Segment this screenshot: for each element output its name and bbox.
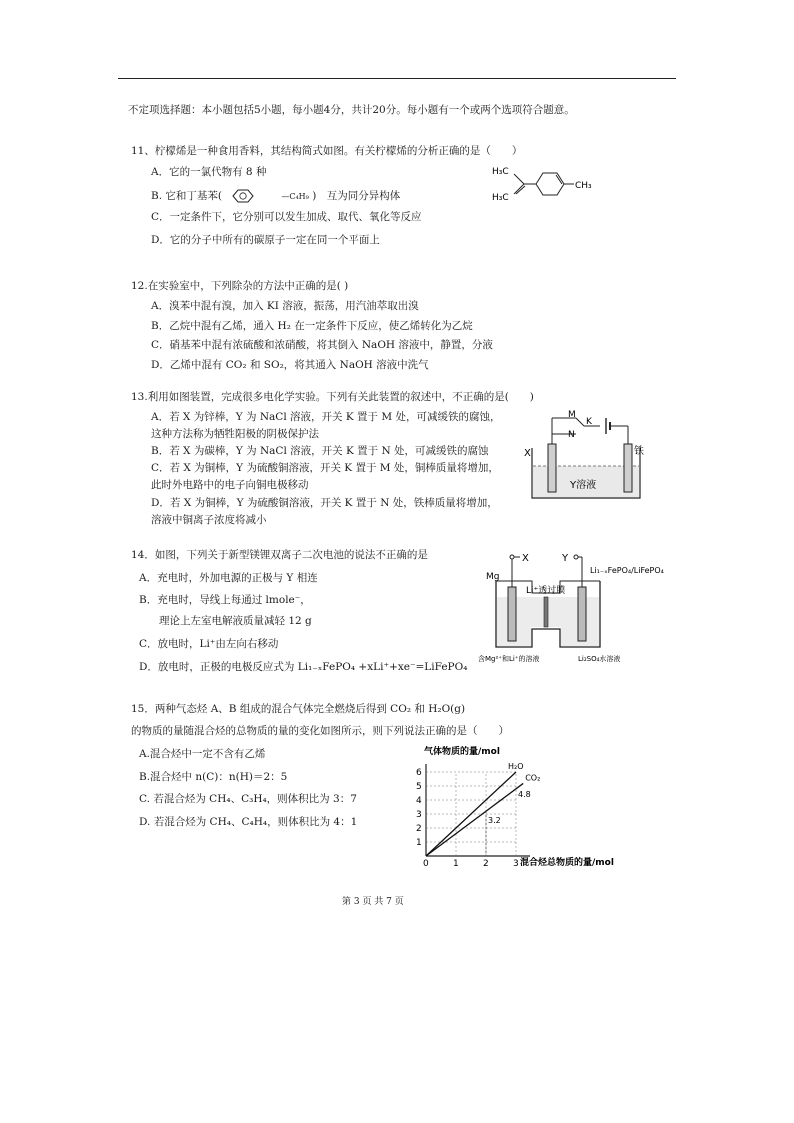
q15-option-d: D. 若混合烃为 CH₄、C₄H₄，则体积比为 4：1 bbox=[139, 816, 358, 828]
q11-option-d: D．它的分子中所有的碳原子一定在同一个平面上 bbox=[151, 234, 380, 246]
right-solution-label: Li₂SO₄水溶液 bbox=[578, 655, 621, 663]
terminal-y-label: Y bbox=[562, 553, 569, 564]
q11-option-b: B. 它和丁基苯( —C₄H₉ ) 互为同分异构体 bbox=[151, 190, 401, 202]
x-tick-label: 1 bbox=[453, 859, 459, 869]
q12-stem: 12.在实验室中，下列除杂的方法中正确的是( ) bbox=[131, 280, 349, 292]
switch-n-label: N bbox=[568, 430, 575, 440]
gas-amount-chart bbox=[410, 744, 650, 870]
electrode-x-label: X bbox=[524, 448, 531, 459]
q15-option-c: C. 若混合烃为 CH₄、C₃H₄，则体积比为 3：7 bbox=[139, 793, 357, 805]
chart-xlabel: 混合烃总物质的量/mol bbox=[520, 858, 614, 868]
q15-option-b: B.混合烃中 n(C)：n(H)＝2：5 bbox=[139, 771, 288, 783]
q11-option-a: A．它的一氯代物有 8 种 bbox=[151, 166, 267, 178]
page-footer: 第 3 页 共 7 页 bbox=[342, 897, 404, 907]
q11-option-c: C．一定条件下，它分别可以发生加成、取代、氧化等反应 bbox=[151, 211, 422, 223]
cathode-label: Li₁₋ₓFePO₄/LiFePO₄ bbox=[590, 566, 664, 575]
q15-stem-cont: 的物质的量随混合烃的总物质的量的变化如图所示，则下列说法正确的是（ ） bbox=[131, 725, 509, 737]
q13-option-d: D．若 X 为铜棒，Y 为硫酸铜溶液，开关 K 置于 N 处，铁棒质量将增加， bbox=[151, 497, 498, 509]
q12-option-d: D．乙烯中混有 CO₂ 和 SO₂，将其通入 NaOH 溶液中洗气 bbox=[151, 359, 429, 371]
q13-option-a-cont: 这种方法称为牺牲阳极的阴极保护法 bbox=[151, 428, 319, 440]
annotation-label: 3.2 bbox=[488, 816, 501, 826]
series-line bbox=[426, 783, 523, 856]
section-heading: 不定项选择题：本小题包括5小题，每小题4分，共计20分。每小题有一个或两个选项符合题意。 bbox=[128, 104, 575, 116]
header-rule bbox=[118, 78, 676, 79]
iron-electrode-label: 铁 bbox=[634, 446, 644, 457]
q14-option-b: B．充电时，导线上每通过 lmole⁻， bbox=[139, 594, 311, 606]
butylbenzene-icon bbox=[225, 188, 281, 204]
limonene-structure bbox=[490, 160, 600, 210]
y-tick-label: 1 bbox=[416, 838, 422, 848]
solution-y-label: Y溶液 bbox=[570, 480, 597, 491]
switch-k-label: K bbox=[586, 417, 592, 427]
chart-ylabel: 气体物质的量/mol bbox=[424, 747, 500, 757]
terminal-x-label: X bbox=[522, 553, 529, 564]
y-tick-label: 5 bbox=[416, 782, 422, 792]
q11-stem: 11、柠檬烯是一种食用香料，其结构简式如图。有关柠檬烯的分析正确的是（ ） bbox=[131, 145, 523, 157]
q14-option-a: A．充电时，外加电源的正极与 Y 相连 bbox=[139, 572, 318, 584]
x-tick-label: 2 bbox=[483, 859, 489, 869]
h3c-bottom-label: H₃C bbox=[492, 193, 509, 203]
q14-option-c: C．放电时，Li⁺由左向右移动 bbox=[139, 638, 279, 650]
q15-stem: 15．两种气态烃 A、B 组成的混合气体完全燃烧后得到 CO₂ 和 H₂O(g) bbox=[131, 703, 466, 715]
y-tick-label: 4 bbox=[416, 796, 422, 806]
q13-stem: 13.利用如图装置，完成很多电化学实验。下列有关此装置的叙述中，不正确的是( ) bbox=[131, 391, 534, 403]
q13-option-c: C．若 X 为铜棒，Y 为硫酸铜溶液，开关 K 置于 M 处，铜棒质量将增加， bbox=[151, 462, 499, 474]
q13-option-a: A．若 X 为锌棒，Y 为 NaCl 溶液，开关 K 置于 M 处，可减缓铁的腐蚀， bbox=[151, 411, 501, 423]
electrochemical-cell-diagram bbox=[522, 404, 652, 502]
ch3-label: CH₃ bbox=[575, 181, 592, 191]
q12-option-c: C．硝基苯中混有浓硫酸和浓硝酸，将其倒入 NaOH 溶液中，静置，分液 bbox=[151, 339, 493, 351]
q13-option-c-cont: 此时外电路中的电子向铜电极移动 bbox=[151, 479, 309, 491]
q14-stem: 14．如图，下列关于新型镁锂双离子二次电池的说法不正确的是 bbox=[131, 549, 428, 561]
mg-electrode-label: Mg bbox=[486, 572, 500, 582]
annotation-label: 4.8 bbox=[518, 789, 531, 799]
series-label: CO₂ bbox=[525, 773, 541, 783]
q13-option-d-cont: 溶液中铜离子浓度将减小 bbox=[151, 514, 267, 526]
x-tick-label: 0 bbox=[423, 859, 429, 869]
left-solution-label: 含Mg²⁺和Li⁺的溶液 bbox=[478, 655, 540, 663]
q12-option-a: A．溴苯中混有溴，加入 KI 溶液，振荡，用汽油萃取出溴 bbox=[151, 300, 419, 312]
membrane-label: Li⁺透过膜 bbox=[526, 586, 566, 596]
h3c-top-label: H₃C bbox=[492, 167, 509, 177]
q12-option-b: B．乙烷中混有乙烯，通入 H₂ 在一定条件下反应，使乙烯转化为乙烷 bbox=[151, 320, 473, 332]
x-tick-label: 3 bbox=[513, 859, 519, 869]
mg-li-battery-diagram bbox=[478, 549, 678, 667]
q13-option-b: B．若 X 为碳棒，Y 为 NaCl 溶液，开关 K 置于 N 处，可减缓铁的腐蚀 bbox=[151, 445, 489, 457]
y-tick-label: 6 bbox=[416, 768, 422, 778]
y-tick-label: 3 bbox=[416, 810, 422, 820]
q14-option-d: D．放电时，正极的电极反应式为 Li₁₋ₓFePO₄ +xLi⁺+xe⁻=LiFePO₄ bbox=[139, 661, 468, 673]
q15-option-a: A.混合烃中一定不含有乙烯 bbox=[139, 748, 266, 760]
switch-m-label: M bbox=[568, 410, 576, 420]
y-tick-label: 2 bbox=[416, 824, 422, 834]
series-label: H₂O bbox=[508, 762, 524, 771]
q14-option-b-cont: 理论上左室电解液质量减轻 12 g bbox=[159, 615, 312, 627]
